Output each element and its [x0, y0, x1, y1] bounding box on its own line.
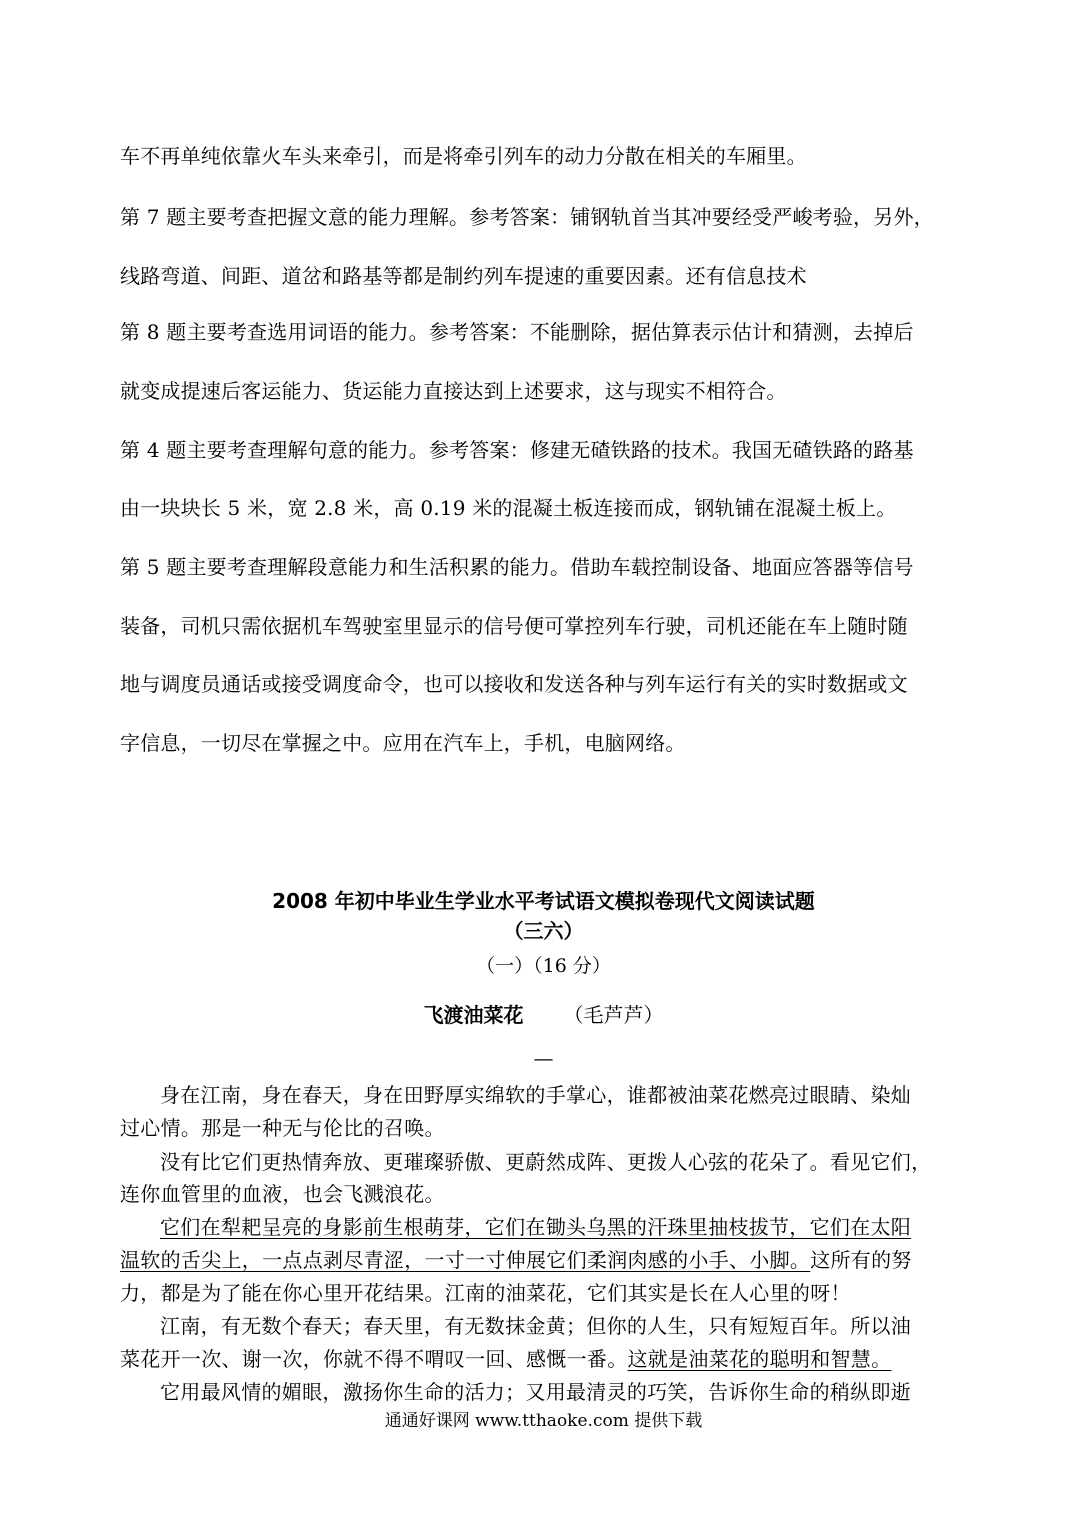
passage-line: 没有比它们更热情奔放、更璀璨骄傲、更蔚然成阵、更拨人心弦的花朵了。看见它们，	[160, 1150, 932, 1174]
passage-line: 连你血管里的血液，也会飞溅浪花。	[120, 1182, 445, 1206]
article-author: （毛芦芦）	[563, 1003, 664, 1027]
exam-number: （三六）	[503, 919, 584, 943]
answer-line: 就变成提速后客运能力、货运能力直接达到上述要求，这与现实不相符合。	[120, 379, 787, 403]
section-label: （一）（16 分）	[476, 955, 611, 977]
article-heading	[0, 1002, 1087, 1028]
answer-line: 第 4 题主要考查理解句意的能力。参考答案：修建无碴铁路的技术。我国无碴铁路的路基	[120, 438, 914, 462]
passage-line: 江南，有无数个春天；春天里，有无数抹金黄；但你的人生，只有短短百年。所以油	[160, 1314, 912, 1338]
passage-line	[120, 1214, 1010, 1240]
passage-line	[120, 1346, 970, 1372]
passage-line: 力，都是为了能在你心里开花结果。江南的油菜花，它们其实是长在人心里的呀！	[120, 1281, 851, 1305]
part-marker: —	[533, 1046, 554, 1070]
passage-line: 身在江南，身在春天，身在田野厚实绵软的手掌心，谁都被油菜花燃亮过眼睛、染灿	[160, 1083, 912, 1107]
answer-line: 第 7 题主要考查把握文意的能力理解。参考答案：铺钢轨首当其冲要经受严峻考验，另外，	[120, 205, 934, 229]
answer-line: 地与调度员通话或接受调度命令，也可以接收和发送各种与列车运行有关的实时数据或文	[120, 672, 908, 696]
exam-title: 2008 年初中毕业生学业水平考试语文模拟卷现代文阅读试题	[272, 889, 815, 913]
passage-text: 菜花开一次、谢一次，你就不得不喟叹一回、感慨一番。	[120, 1347, 628, 1371]
underlined-sentence: 温软的舌尖上，一点点剥尽青涩，一寸一寸伸展它们柔润肉感的小手、小脚。	[120, 1248, 811, 1272]
answer-line: 字信息，一切尽在掌握之中。应用在汽车上，手机，电脑网络。	[120, 731, 686, 755]
passage-text: 这所有的努	[810, 1248, 912, 1272]
passage-line	[120, 1247, 970, 1273]
answer-line: 装备，司机只需依据机车驾驶室里显示的信号便可掌控列车行驶，司机还能在车上随时随	[120, 614, 908, 638]
answer-line: 第 5 题主要考查理解段意能力和生活积累的能力。借助车载控制设备、地面应答器等信号	[120, 555, 914, 579]
answer-line: 线路弯道、间距、道岔和路基等都是制约列车提速的重要因素。还有信息技术	[120, 264, 807, 288]
footer-download-note: 通通好课网 www.tthaoke.com 提供下载	[384, 1411, 703, 1431]
underlined-sentence: 它们在犁耙呈亮的身影前生根萌芽，它们在锄头乌黑的汗珠里抽枝拔节，它们在太阳	[160, 1215, 912, 1239]
answer-line: 由一块块长 5 米，宽 2.8 米，高 0.19 米的混凝土板连接而成，钢轨铺在混凝土板上。	[120, 496, 897, 520]
answer-line: 第 8 题主要考查选用词语的能力。参考答案：不能删除，据估算表示估计和猜测，去掉后	[120, 320, 914, 344]
answer-line: 车不再单纯依靠火车头来牵引，而是将牵引列车的动力分散在相关的车厢里。	[120, 144, 807, 168]
passage-line: 过心情。那是一种无与伦比的召唤。	[120, 1116, 445, 1140]
passage-line: 它用最风情的媚眼，激扬你生命的活力；又用最清灵的巧笑，告诉你生命的稍纵即逝	[160, 1380, 912, 1404]
article-title: 飞渡油菜花	[423, 1003, 524, 1027]
underlined-sentence: 这就是油菜花的聪明和智慧。	[627, 1347, 892, 1371]
